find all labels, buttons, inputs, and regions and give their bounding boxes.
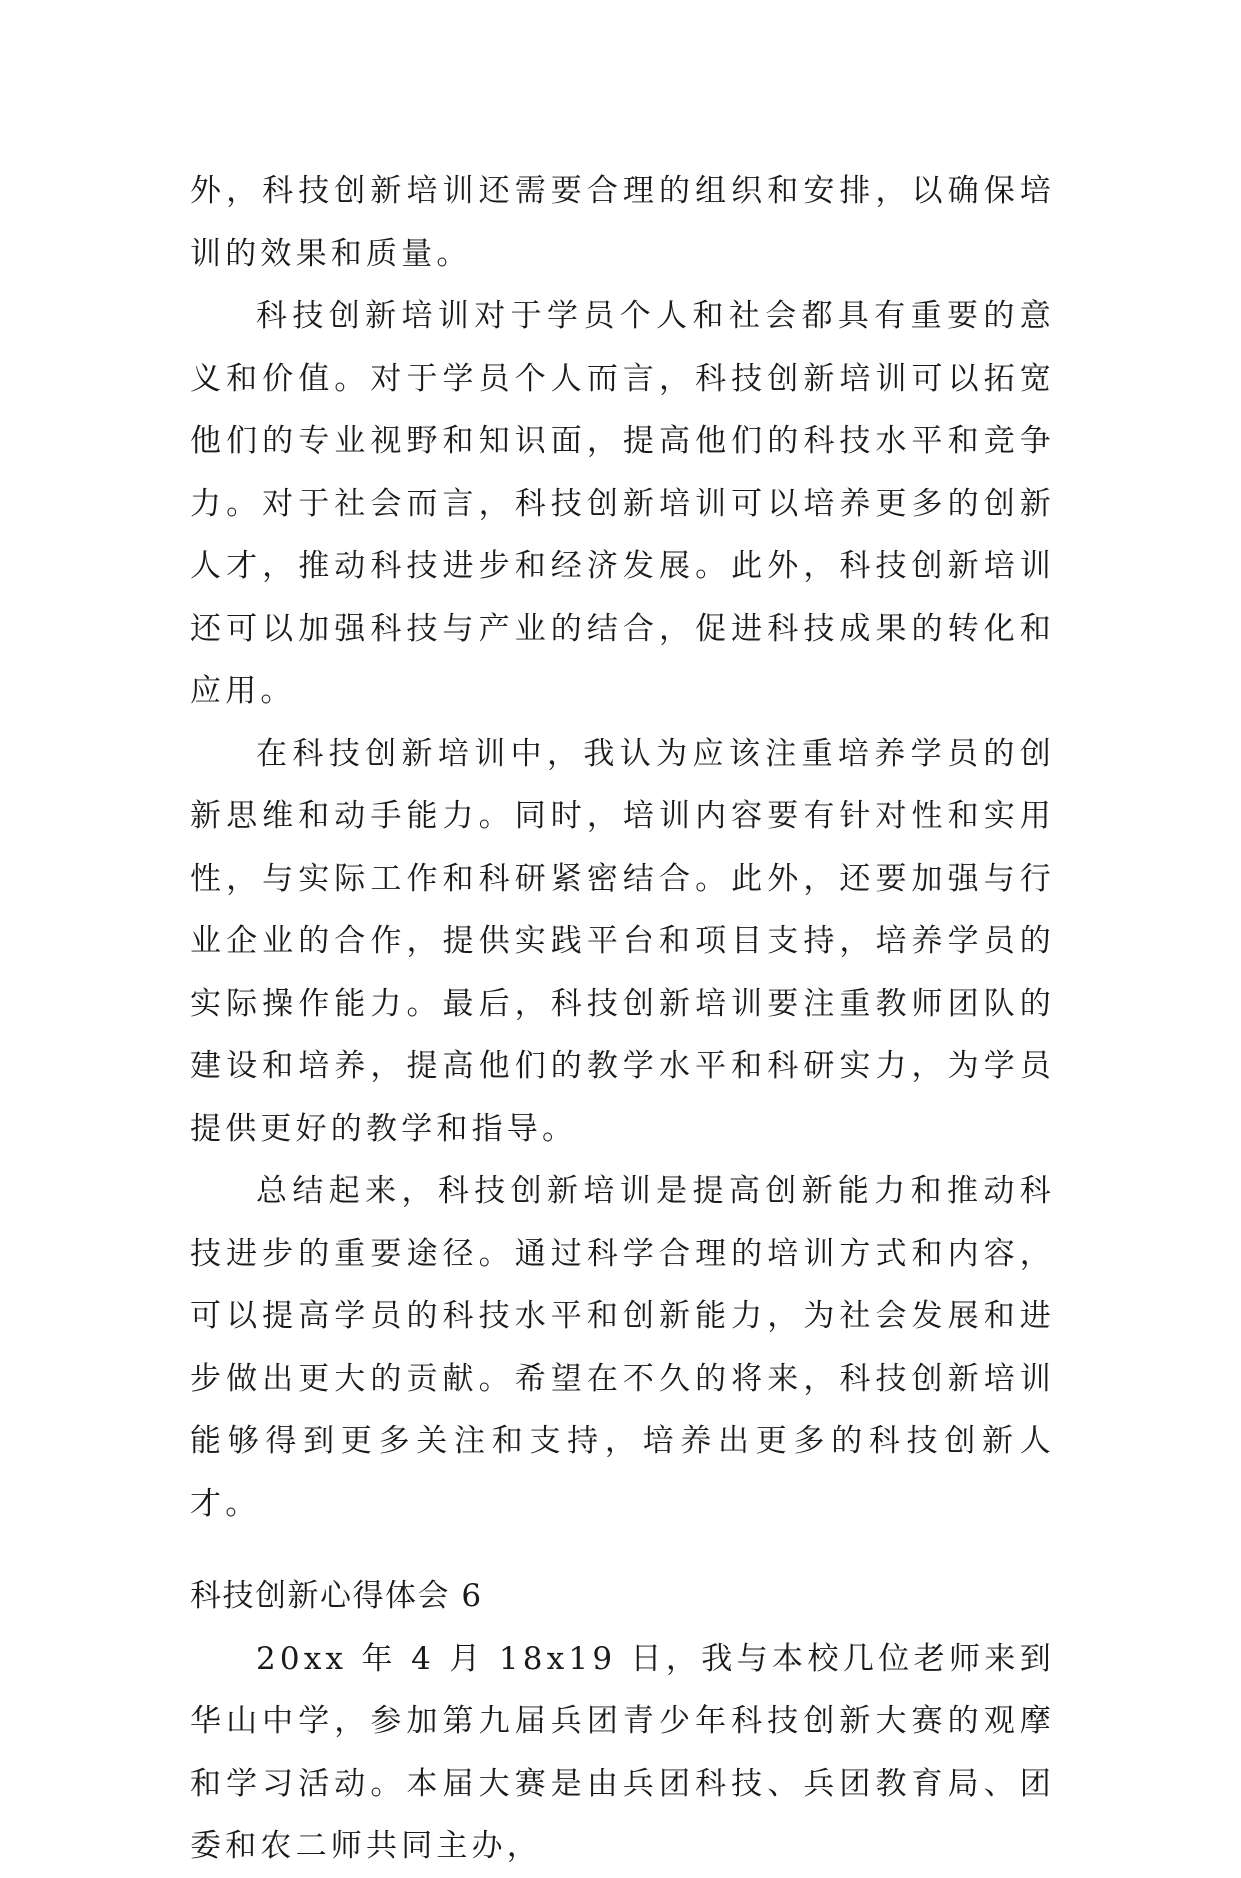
paragraph-2: 科技创新培训对于学员个人和社会都具有重要的意义和价值。对于学员个人而言，科技创新培训可以拓宽他们的专业视野和知识面，提高他们的科技水平和竞争力。对于社会而言，科技创新培训可以培养更多的创新人才，推动科技进步和经济发展。此外，科技创新培训还可以加强科技与产业的结合，促进科技成果的转化和应用。 [190,298,1055,709]
paragraph-5: 20xx 年 4 月 18x19 日，我与本校几位老师来到华山中学，参加第九届兵团青少年科技创新大赛的观摩和学习活动。本届大赛是由兵团科技、兵团教育局、团委和农二师共同主办， [190,1640,1055,1864]
paragraph-1: 外，科技创新培训还需要合理的组织和安排，以确保培训的效果和质量。 [190,173,1055,272]
section-title: 科技创新心得体会 6 [190,1578,483,1614]
section-spacer [190,1535,1055,1565]
paragraph-4: 总结起来，科技创新培训是提高创新能力和推动科技进步的重要途径。通过科学合理的培训方式和内容，可以提高学员的科技水平和创新能力，为社会发展和进步做出更大的贡献。希望在不久的将来，科技创新培训能够得到更多关注和支持，培养出更多的科技创新人才。 [190,1173,1055,1522]
document-page [190,160,1055,1878]
paragraph-3: 在科技创新培训中，我认为应该注重培养学员的创新思维和动手能力。同时，培训内容要有针对性和实用性，与实际工作和科研紧密结合。此外，还要加强与行业企业的合作，提供实践平台和项目支持，培养学员的实际操作能力。最后，科技创新培训要注重教师团队的建设和培养，提高他们的教学水平和科研实力，为学员提供更好的教学和指导。 [190,735,1055,1147]
